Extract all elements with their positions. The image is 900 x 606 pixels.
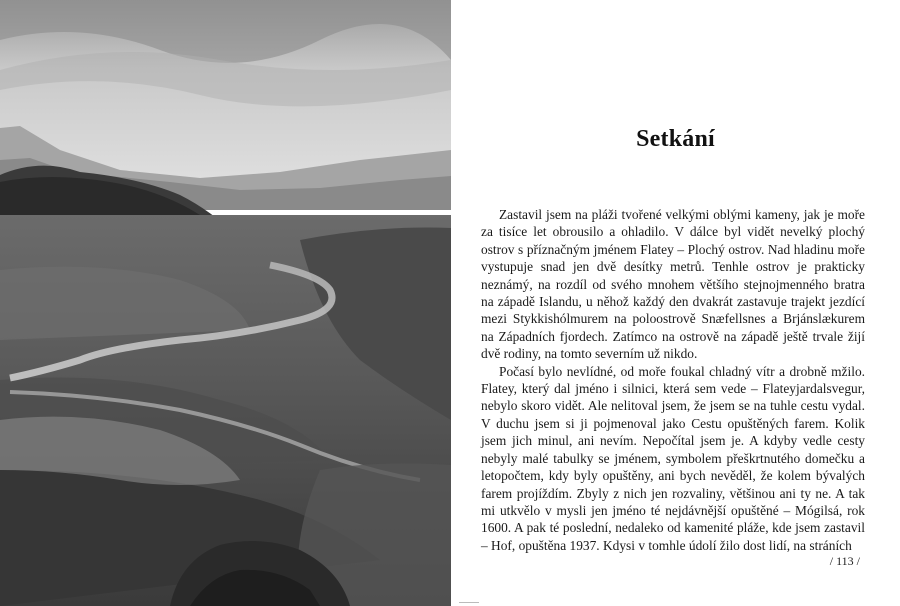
page-edge-mark xyxy=(459,602,479,603)
text-page xyxy=(451,0,900,606)
page-number: / 113 / xyxy=(829,554,860,568)
paragraph: Zastavil jsem na pláži tvořené velkými oblými kameny, jak je moře za tisíce let obrousilo a ohladilo. V dálce byl vidět nevelký plochý ostrov s příznačným jménem Flatey – Plochý ostrov. Nad hladinu moře vystupuje snad jen dvě desítky metrů. Tenhle ostrov je prakticky neznámý, na rozdíl od svého mnohem většího stejnojmenného bratra na západě Islandu, u něhož každý den dvakrát zastavuje trajekt jezdící mezi Stykkishólmurem na poloostrově Snæfellsnes a Brjánslækurem na Západních fjordech. Zatímco na ostrově na západě ještě trvale žijí dvě rodiny, na tomto severním už nikdo. xyxy=(481,207,865,362)
chapter-title: Setkání xyxy=(636,126,715,152)
chapter-body xyxy=(481,206,865,554)
paragraph: Počasí bylo nevlídné, od moře foukal chladný vítr a drobně mžilo. Flatey, který dal jméno i silnici, která sem vede – Flateyjardalsvegur, nebylo skoro vidět. Ale nelitoval jsem, že jsem se na tuhle cestu vydal. V duchu jsem si ji pojmenoval jako Cestu opuštěných farem. Kolik jsem jich minul, ani nevím. Nepočítal jsem je. A kdyby vedle cesty nebyly malé tabulky se jménem, symbolem přeškrtnutého domečku a letopočtem, kdy byly opuštěny, ani bych nevěděl, že kolem bývalých farem projíždím. Zbyly z nich jen rozvaliny, většinou ani ty ne. A tak mi utkvělo v mysli jen jméno té nejdávnější opuštěné – Mógilsá, rok 1600. A pak té poslední, nedaleko od kamenité pláže, kde jsem zastavil – Hof, opuštěna 1937. Kdysi v tomhle údolí žilo dost lidí, na stráních xyxy=(481,363,865,553)
